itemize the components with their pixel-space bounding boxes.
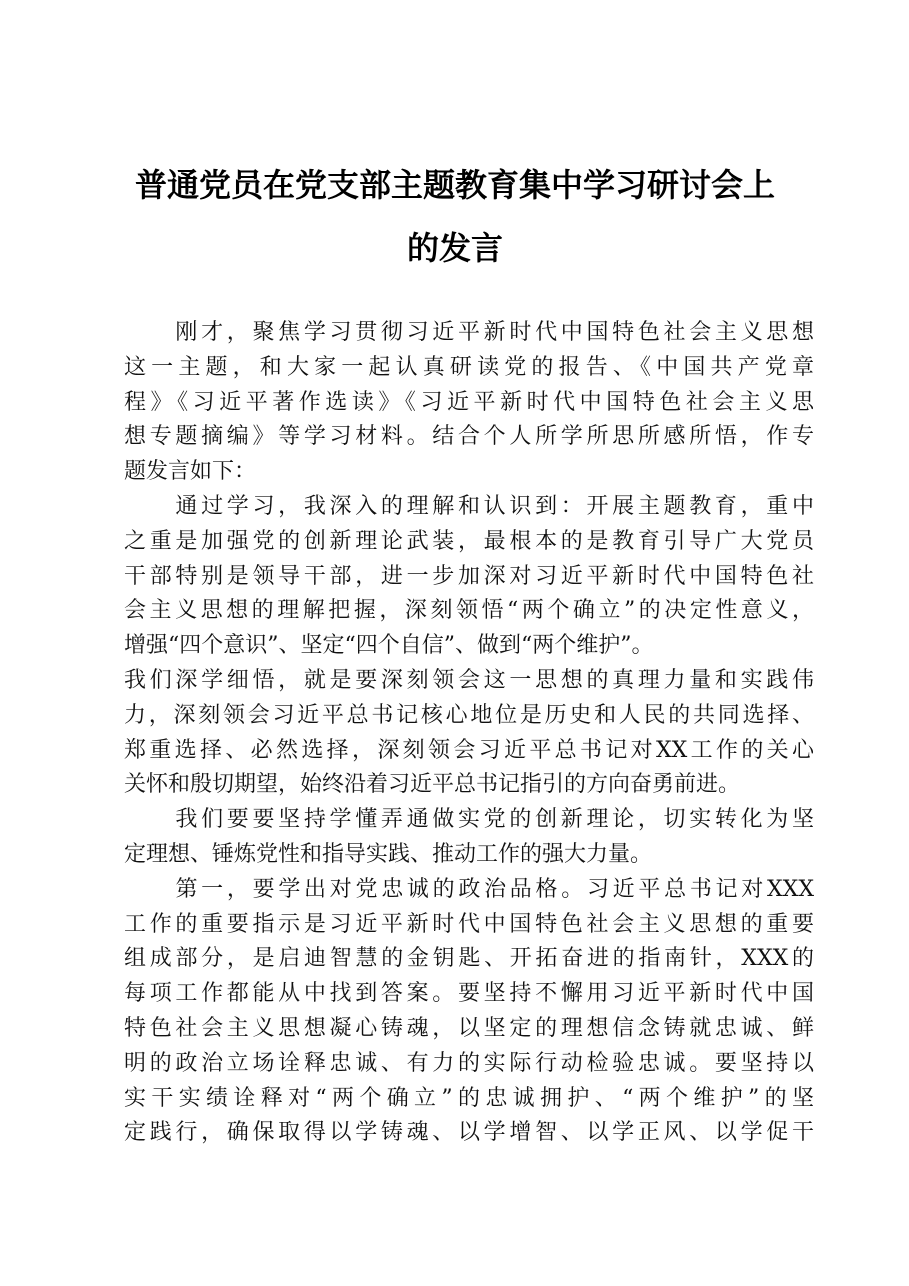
text-line: 我们深学细悟，就是要深刻领会这一思想的真理力量和实践伟 <box>124 667 814 693</box>
paragraph-2 <box>124 490 814 803</box>
text-line: 组成部分，是启迪智慧的金钥匙、开拓奋进的指南针，XXX的 <box>124 946 814 972</box>
document-title-line-1: 普通党员在党支部主题教育集中学习研讨会上 <box>134 166 775 204</box>
text-line: 通过学习，我深入的理解和认识到：开展主题教育，重中 <box>124 493 814 519</box>
text-line: 我们要要坚持学懂弄通做实党的创新理论，切实转化为坚 <box>124 807 814 833</box>
text-line: 第一，要学出对党忠诚的政治品格。习近平总书记对XXX <box>124 876 814 902</box>
text-line: 实干实绩诠释对“两个确立”的忠诚拥护、“两个维护”的坚 <box>124 1085 814 1111</box>
text-line: 明的政治立场诠释忠诚、有力的实际行动检验忠诚。要坚持以 <box>124 1050 814 1076</box>
text-line: 干部特别是领导干部，进一步加深对习近平新时代中国特色社 <box>124 563 814 589</box>
text-line: 定践行，确保取得以学铸魂、以学增智、以学正风、以学促干 <box>124 1120 814 1146</box>
document-body <box>124 316 814 1151</box>
paragraph-1 <box>124 316 814 490</box>
document-title-line-2: 的发言 <box>406 229 503 267</box>
text-line: 郑重选择、必然选择，深刻领会习近平总书记对XX工作的关心 <box>124 737 814 763</box>
text-line: 关怀和殷切期望，始终沿着习近平总书记指引的方向奋勇前进。 <box>124 772 741 798</box>
text-line: 题发言如下： <box>124 459 257 485</box>
text-line: 增强“四个意识”、坚定“四个自信”、做到“两个维护”。 <box>124 633 654 659</box>
text-line: 工作的重要指示是习近平新时代中国特色社会主义思想的重要 <box>124 911 814 937</box>
paragraph-3 <box>124 803 814 873</box>
text-line: 特色社会主义思想凝心铸魂，以坚定的理想信念铸就忠诚、鲜 <box>124 1015 814 1041</box>
text-line: 之重是加强党的创新理论武装，最根本的是教育引导广大党员 <box>124 528 814 554</box>
text-line: 定理想、锤炼党性和指导实践、推动工作的强大力量。 <box>124 841 653 867</box>
text-line: 刚才，聚焦学习贯彻习近平新时代中国特色社会主义思想 <box>124 320 814 345</box>
text-line: 力，深刻领会习近平总书记核心地位是历史和人民的共同选择、 <box>124 702 814 728</box>
text-line: 每项工作都能从中找到答案。要坚持不懈用习近平新时代中国 <box>124 981 814 1007</box>
text-line: 想专题摘编》等学习材料。结合个人所学所思所感所悟，作专 <box>124 424 814 450</box>
text-line: 程》《习近平著作选读》《习近平新时代中国特色社会主义思 <box>124 389 814 415</box>
text-line: 这一主题，和大家一起认真研读党的报告、《中国共产党章 <box>124 354 814 380</box>
paragraph-4 <box>124 873 814 1151</box>
text-line: 会主义思想的理解把握，深刻领悟“两个确立”的决定性意义， <box>124 598 814 624</box>
